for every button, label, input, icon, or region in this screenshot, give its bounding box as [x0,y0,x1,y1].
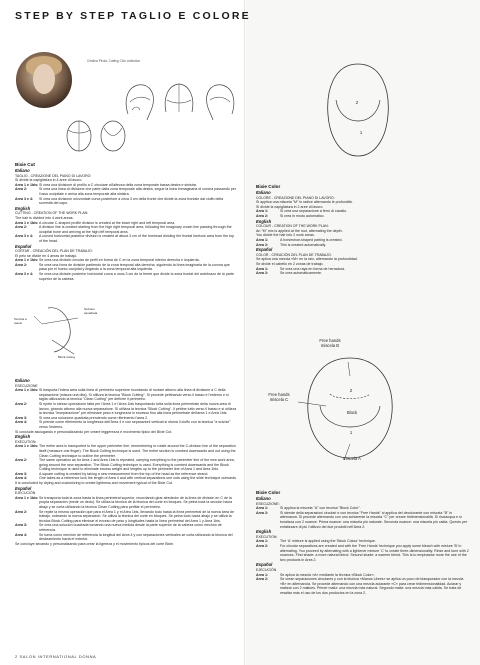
page-footer: 2 SALON INTERNATIONAL DONNA [15,654,97,659]
model-photo [16,52,72,108]
area-key: Area 1: [256,266,269,271]
section-subheading: COLORE - CREAZIONE DEL PIANO DI LAVORO: [256,195,335,200]
area-text: Si crea una linea di divisione che parte dalla zona temporale alta destra, segue la linea immaginaria di corona passando per l'osso occipitale e arriva alla zona temporale alta sinistra. [39,187,236,196]
section-subheading: COLOUR - CREATION OF THE WORK PLAN: [256,224,329,229]
area-key: Area 2: [15,262,28,267]
area-text: Si crea in modo automatico. [280,213,325,218]
color-exec-heading: Bixie Color [256,490,281,495]
area-row [256,214,470,219]
area-key: Area 3 e 4: [15,272,34,277]
execution-section [15,378,237,546]
area-row [15,420,237,429]
area-text: Si trasporta l'intera area sulla linea di perimetro superiore ricordando di ruotare attorno alla linea di divisione a C della separazione (misura una dita). Si utilizza la tecnica "Block Cutting". Si procede pettinando verso il basso e l'esterno e si taglia utilizzando la tecnica "Clean Cutting" per definire il perimetro. [39,388,229,402]
intro-text: El pelo se divide en 4 áreas de trabajo. [15,253,78,258]
area-key: Area 1: [256,237,269,242]
area-text: One takes as a reference lock the length of Area 4 and with vertical separations one cuts using the slide technique outwards. [39,476,237,481]
area-text: For circular separations are created and with the 'Free Hands' technique you apply some bleach with mixture 'B' in alternating. You proceed by alternating with a lightener mixture 'C' to create three-dimensionality. Rinse and tone with 2 nuances. First shade: a more natural blend. Second shade: a warmer blend. This is to emphasise more the use of the two products in Area 2. [280,543,469,562]
head-sketch-top-2 [98,118,128,154]
intro-text: The hair is divided into 4 work areas. [15,215,74,220]
language-heading: English [15,205,31,211]
language-heading: English [256,218,272,224]
color-diagram-area-1: 1 [359,130,363,135]
area-key: Area 1: [256,539,269,544]
execution-blocks [15,378,237,546]
area-text: Si prende come riferimento la lunghezza dell'Area 4 e con separazioni verticali si sfuma il ciuffo con la tecnica "a scivolo" verso l'esterno. [39,420,231,429]
page-gutter [244,0,245,665]
area-text: A square cutting is created by taking a new measurement from the top of the head as the reference strand. [39,471,209,476]
area-key: Area 1: [256,572,269,577]
area-key: Area 1: [256,209,269,214]
area-key: Area 1 e 1bis: [15,495,39,500]
area-text: Si crea una divisione orizzontale curva posteriore a circa 3 cm della fronte che divide la zona frontale dal ciuffo della sommità del capo. [39,196,224,206]
color-section [256,184,470,276]
area-row [15,187,237,196]
area-text: Se crea una solución cuadrada tomando una nueva medida desde la parte superior de la cabeza como mechón de referencia. [39,523,222,532]
area-key: Area 2: [256,242,269,247]
section-subheading: ESECUZIONE: [256,501,280,506]
body-line: Se aplica una mezcla «M» en la raíz, alternando la profundidad. [256,257,358,262]
area-key: Area 2: [15,401,28,406]
area-text: A curved horizontal posterior division is created at about 3 cm of the forehead dividing the frontal forelock area from the top of the head. [39,234,235,243]
area-key: Area 3: [15,471,28,476]
area-key: Area 2: [15,509,28,514]
area-text: Si ripete lo stesso operazione fatta per l'Area 1 e l'Area 1bis trasportando tutta sulla linea perimetrale della nuova area di lavoro, girando attorno alla nuova separazione. Si utilizza la tecnica "Block Cutting". Il pettine tutto verso il basso e si utilizza la tecnica "inseparazione" per eliminare peso e lunghezza in eccesso fino alla linea perimetrale dell'area 1 e Area 1bis. [39,401,237,416]
freehands-b-label: Free hands miscela B [319,338,341,348]
area-key: Area 1: [256,506,269,511]
area-text: Se crea una división posterior horizontal curva a unos 3 cm de la frente que divide la zona frontal del antebrazo de la parte superior de la cabeza. [39,272,234,281]
area-key: Area 1 e 1bis: [15,388,39,393]
area-row [256,271,470,276]
area-text: Se aplica la mezcla «A» mediante la técnica «Block Color». [280,572,375,577]
section-subheading: EJECUCIÓN [15,491,36,496]
scissors-label: Tecnica a rasoio [14,317,27,325]
language-heading: Italiano [256,496,271,501]
area-row [15,533,237,542]
cut-heading: Bixie Cut [15,162,35,167]
area-text: Se crea automáticamente. [280,271,322,276]
area-key: Area 4: [15,532,28,537]
section-subheading: ESECUZIONE [15,383,38,388]
body-line: Se divide el cabello en 2 zonas de trabajo. [256,261,324,266]
area-row [256,243,470,248]
cut-blocks [15,168,237,281]
area-text: Se toma como mechón de referencia la longitud del Area 4 y con separaciones verticales se corta utilizando la técnica del deslizamiento hacia el exterior. [39,532,233,542]
area-text: Se crea una línea de división partiendo de la zona temporal alta derecha, siguiendo la línea imaginaria de la corona que pasa por el hueso occipital y llegando a la zona temporal alta izquierda. [39,262,230,272]
language-heading: Español [256,247,273,253]
area-row [15,496,237,510]
color-diagram-top [322,60,394,160]
head-sketch-back [160,80,198,124]
area-text: The same operation as for Area 1 and Area 1bis is repeated, carrying everything to the perimeter line of the new work area, going around the new separation. The Block Cutting technique is used. Everything is combed downwards and the Block Cutting technique is used to eliminate excess weight and lengths up to the perimeter line of Area 1 and Area 1bis. [39,458,235,472]
area-row [15,444,237,458]
area-text: Se transporta toda la zona hasta la línea perimetral superior, recordando girar alrededor de la línea de división en C de la propia separación (medir un dedo). Se utiliza la técnica de la técnica del corte en bloques. Se peina toda la sección hacia abajo y se corta utilizando la técnica Clean Cutting para perfilar el perímetro. [39,495,232,510]
area-text: Si applica la miscela "A" con tecnica "Block Color". [280,506,361,511]
section-subheading: EXECUTION: [15,439,37,444]
area-key: Area 1 e 1bis: [15,182,39,187]
color-diagram-area-2: 2 [355,100,359,105]
area-key: Area 4: [15,420,28,425]
area-key: Area 2: [15,458,28,463]
area-row [15,510,237,524]
language-heading: Italiano [15,168,30,173]
color-heading: Bixie Color [256,184,281,189]
area-text: A division line is created starting from the high right temporal area, following the imaginary crown line passing through the occipital bone and arriving at the high left temporal area. [39,225,232,234]
area-row [15,458,237,472]
head-sketch-top-1 [64,118,94,154]
area-text: Si stende della separazioni circolari e con tecnica "Free Hands" si applica del decolorante con miscela "B" in alternanza. Si procede alternando con uno schiarente la miscela "C" per creare tridimensionalità. Si risciacqua e si tonalizza con 2 nuance. Prima nuance: una miscela più naturale. Seconda nuance: una miscela più calda. Questo per enfatizzare di più l'utilizzo dei due prodotti nell'Area 2. [280,510,468,529]
area-text: A circular C-shaped profile division is created at the lower right and left temporal area. [39,220,176,225]
area-text: Se crea una raya en forma de herradura. [280,266,346,271]
language-heading: English [256,529,272,535]
body-line: Si applica una miscela "M" in radice alternando le profondità. [256,200,353,205]
area-key: Area 4: [15,476,28,481]
block-label: Block [346,410,358,415]
area-text: Se crea una división circular de perfil en forma de C en la zona temporal inferior derecha e izquierda. [39,258,200,263]
area-key: Area 1 e 1bis: [15,258,39,263]
area-row [15,263,237,272]
page-title: STEP BY STEP TAGLIO E COLORE [15,10,251,22]
area-row [15,388,237,402]
language-heading: Español [15,243,32,249]
language-heading: Español [15,485,32,491]
area-key: Area 3: [15,523,28,528]
section-subheading: CUTTING - CREATION OF THE WORK PLAN: [15,211,89,216]
conclusion-text: It is concluded by drying and customizing to create lightness and movement typical of the Bixie Cut. [15,481,174,486]
language-heading: English [15,434,31,440]
area-key: Area 2: [256,577,269,582]
miscela-a-label: miscela A [343,456,361,461]
language-heading: Italiano [256,190,271,195]
area-key: Area 3 e 4: [15,196,34,201]
body-line: Si divide la capigliatura in 2 aree di lavoro. [256,204,324,209]
photo-caption: Cristina Pirola, Cutting Chic collection [87,59,141,63]
area-row [15,523,237,532]
area-key: Area 2: [256,543,269,548]
area-key: Area 2: [15,187,28,192]
color-exec-section [256,490,470,595]
area-row [15,197,237,206]
area-key: Area 2: [256,510,269,515]
conclusion-text: Se concluye secando y personalizando para crear la ligereza y el movimiento típicos del corte Bixie. [15,541,175,546]
conclusion-text: Si conclude asciugando e personalizzando per creare leggerezza e movimento tipico del Bixie Cut. [15,429,173,434]
area-row [256,511,470,529]
area-key: Area 3 e 4: [15,234,34,239]
body-line: An "M" mix is applied at the root, alternating the depth. [256,228,343,233]
color-blocks [256,190,470,276]
color-diagram-areas [290,354,410,462]
area-row [256,577,470,595]
language-heading: Italiano [15,378,30,383]
area-key: Area 2: [15,225,28,230]
area-text: A horseshoe-shaped parting is created. [280,237,343,242]
area-text: Si crea una separazione a ferro di cavallo. [280,209,348,214]
color-exec-blocks [256,496,470,595]
area-row [15,272,237,281]
area-text: Se repite la misma operación que para el Area 1 y el Area 1bis, llevando todo hasta la línea perimetral de la nueva área de trabajo, rodeando la nueva separación. Se utiliza la técnica del corte en bloques. Se peina todo hacia abajo y se utiliza la técnica Block Cutting para eliminar el exceso de peso y longitudes hasta la línea perimetral del Area 1 y Area 1bis. [39,509,234,523]
area-row [256,544,470,562]
area-text: The entire area is transported to the upper perimeter line, remembering to rotate around the C-division line of the separation itself (measure one finger). The Block Cutting technique is used. The entire section is combed downwards and out using the Clean Cutting technique to outline the perimeter. [39,444,236,458]
area-row [15,234,237,243]
section-subheading: EXECUTION: [256,534,278,539]
language-heading: Español [256,562,273,568]
freehands-c-label: Free hands miscela C [268,392,290,402]
section-subheading: EJECUCIÓN [256,567,277,572]
body-line: You divide the hair into 2 work areas. [256,233,315,238]
section-label: Sezione squadrata [84,307,98,315]
area-text: Si crea una soluzione quadrata prendendo come riferimento l'area 2. [39,415,149,420]
section-subheading: CORTAR - CREACIÓN DEL PLAN DE TRABAJO: [15,249,93,254]
section-subheading: TAGLIO - CREAZIONE DEL PIANO DI LAVORO: [15,173,92,178]
section-subheading: COLOR - CREACIÓN DEL PLAN DE TRABAJO: [256,252,332,257]
head-sketch-side-right [202,80,240,124]
area-text: Se crean separaciones circulares y con la técnica «Manos Libres» se aplica un poco de blanqueador con la mezcla «B» en alternancia. Se procede alternando con una mezcla aclarante «C» para crear tridimensionalidad. Aclarar y matizar con 2 matices. Primer matiz: una mezcla más natural. Segundo matiz: una mezcla más cálida. Se trata de resaltar más el uso de los dos productos en la zona 2. [280,577,464,595]
area-key: Area 2: [256,271,269,276]
area-text: The 'A' mixture is applied using the 'Block Colour' technique. [280,539,376,544]
area-row [15,225,237,234]
area-key: Area 1 e 1bis: [15,220,39,225]
area-key: Area 2: [256,213,269,218]
area-text: Si crea una divisione di profilo a C circolare all'altezza della zona temporale bassa destra e sinistra. [39,182,197,187]
area-text: This is created automatically. [280,242,327,247]
area-row [15,402,237,416]
area-key: Area 1 e 1bis: [15,444,39,449]
block-cutting-label: Block cutting [58,355,76,359]
area-2-label: 2 [349,388,353,393]
cut-section [15,162,237,281]
intro-text: Si divide la capigliatura in 4 aree di lavoro. [15,178,83,183]
area-1-label: 1 [349,430,353,435]
area-key: Area 3: [15,415,28,420]
